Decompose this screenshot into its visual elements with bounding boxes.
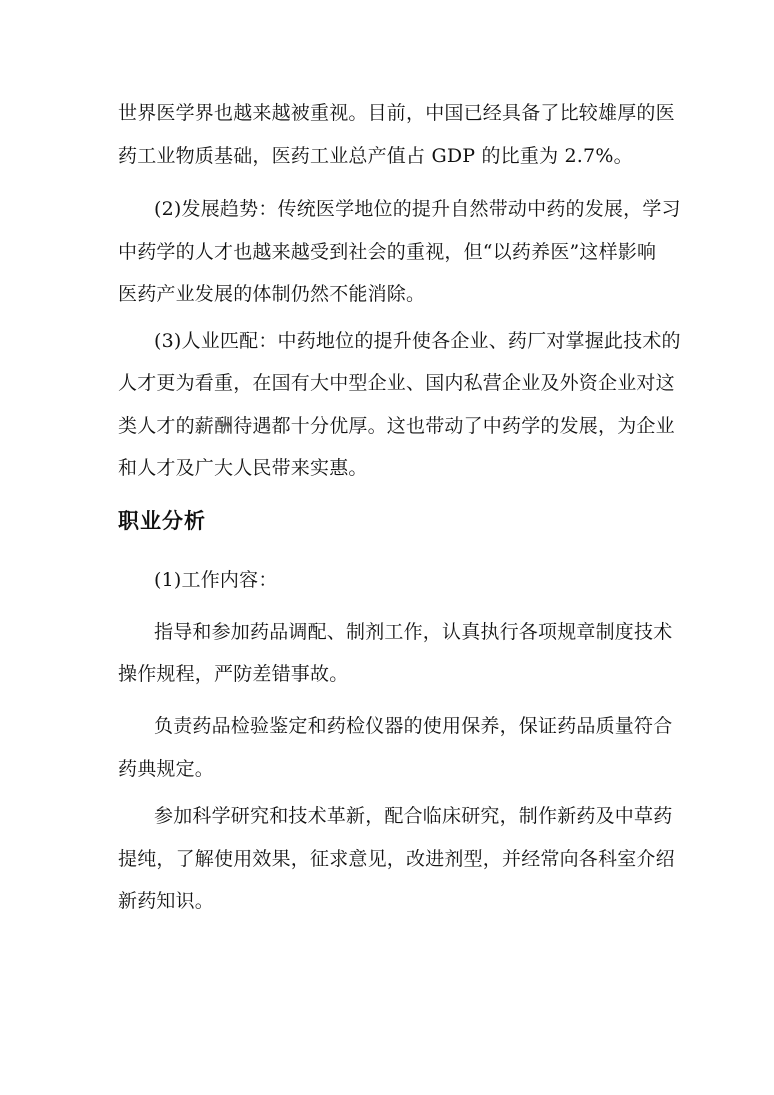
text-line: 和人才及广大人民带来实惠。 [118, 457, 368, 479]
text-line: 负责药品检验鉴定和药检仪器的使用保养，保证药品质量符合 [154, 715, 673, 737]
text-line: 参加科学研究和技术革新，配合临床研究，制作新药及中草药 [154, 805, 673, 827]
text-line: 操作规程，严防差错事故。 [118, 663, 349, 685]
work-content-label: (1)工作内容： [154, 569, 278, 591]
text-line: 指导和参加药品调配、制剂工作，认真执行各项规章制度技术 [154, 621, 673, 643]
text-line: 提纯，了解使用效果，征求意见，改进剂型，并经常向各科室介绍 [118, 848, 675, 870]
text-line: 药工业物质基础，医药工业总产值占 GDP 的比重为 2.7%。 [118, 145, 633, 167]
text-line: 类人才的薪酬待遇都十分优厚。这也带动了中药学的发展，为企业 [118, 415, 675, 437]
section-heading: 职业分析 [118, 509, 206, 533]
text-line: 医药产业发展的体制仍然不能消除。 [118, 283, 426, 305]
text-line: 人才更为看重，在国有大中型企业、国内私营企业及外资企业对这 [118, 372, 675, 394]
text-line: 中药学的人才也越来越受到社会的重视，但“以药养医”这样影响 [118, 241, 657, 263]
text-line: 药典规定。 [118, 758, 215, 780]
text-line: 世界医学界也越来越被重视。目前，中国已经具备了比较雄厚的医 [118, 102, 675, 124]
text-line: 新药知识。 [118, 890, 215, 912]
text-line: (2)发展趋势：传统医学地位的提升自然带动中药的发展，学习 [154, 198, 681, 220]
text-line: (3)人业匹配：中药地位的提升使各企业、药厂对掌握此技术的 [154, 330, 681, 352]
